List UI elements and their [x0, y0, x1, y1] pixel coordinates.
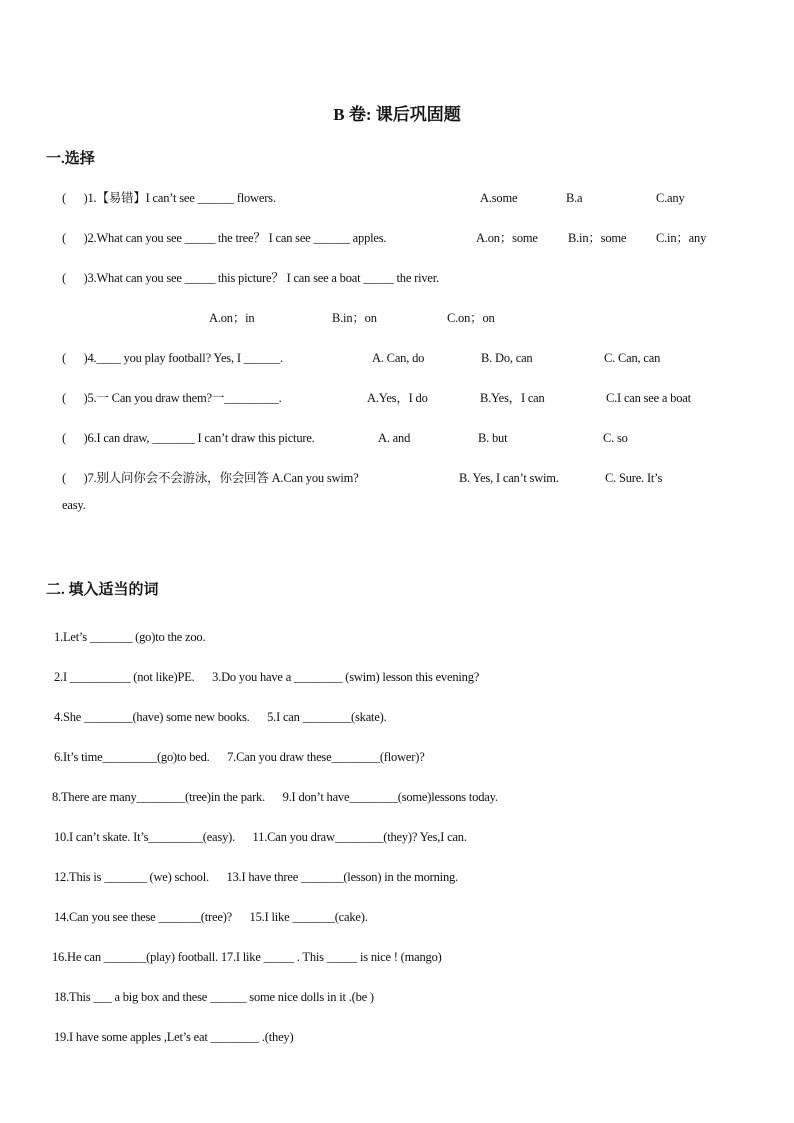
option-b: B. Do, can	[481, 351, 533, 365]
option-a: A. and	[378, 431, 411, 445]
option-c: C.in；any	[656, 231, 707, 245]
fill-line-1: 1.Let’s _______ (go)to the zoo.	[54, 630, 206, 644]
option-a: A.on；some	[476, 231, 538, 245]
option-a: A.on；in	[209, 311, 255, 325]
question-stem: ( )3.What can you see _____ this picture？ I can see a boat _____ the river.	[62, 271, 439, 285]
option-b: B.Yes，I can	[480, 391, 545, 405]
option-c: C. so	[603, 431, 628, 445]
option-b: B.a	[566, 191, 583, 205]
fill-line-11: 19.I have some apples ,Let’s eat ________ .(they)	[54, 1030, 294, 1044]
option-c: C. Sure. It’s	[605, 471, 663, 485]
question-stem: ( )2.What can you see _____ the tree？ I can see ______ apples.	[62, 231, 387, 245]
fill-line-8: 14.Can you see these _______(tree)? 15.I like _______(cake).	[54, 910, 368, 924]
option-a: A.Yes，I do	[367, 391, 428, 405]
question-stem: ( )1.【易错】I can’t see ______ flowers.	[62, 191, 276, 205]
option-b: B.in；some	[568, 231, 627, 245]
question-stem: ( )7.别人问你会不会游泳，你会回答 A.Can you swim?	[62, 471, 359, 485]
page-title: B 卷: 课后巩固题	[333, 105, 461, 124]
option-a: A.some	[480, 191, 518, 205]
option-b: B. Yes, I can’t swim.	[459, 471, 559, 485]
fill-line-10: 18.This ___ a big box and these ______ some nice dolls in it .(be )	[54, 990, 374, 1004]
question-stem: ( )6.I can draw, _______ I can’t draw this picture.	[62, 431, 315, 445]
option-a: A. Can, do	[372, 351, 425, 365]
question-stem: ( )4.____ you play football? Yes, I ______.	[62, 351, 283, 365]
fill-line-5: 8.There are many________(tree)in the park. 9.I don’t have________(some)lessons today.	[52, 790, 498, 804]
section-heading-choice: 一.选择	[46, 151, 95, 167]
fill-line-6: 10.I can’t skate. It’s_________(easy). 11.Can you draw________(they)? Yes,I can.	[54, 830, 467, 844]
option-b: B. but	[478, 431, 508, 445]
option-c-continued: easy.	[62, 498, 86, 512]
option-b: B.in；on	[332, 311, 377, 325]
fill-line-7: 12.This is _______ (we) school. 13.I have three _______(lesson) in the morning.	[54, 870, 458, 884]
option-c: C.I can see a boat	[606, 391, 691, 405]
question-stem: ( )5.一 Can you draw them?一_________.	[62, 391, 282, 405]
option-c: C. Can, can	[604, 351, 661, 365]
option-c: C.on；on	[447, 311, 495, 325]
fill-line-9: 16.He can _______(play) football. 17.I like _____ . This _____ is nice ! (mango)	[52, 950, 442, 964]
fill-line-4: 6.It’s time_________(go)to bed. 7.Can you draw these________(flower)?	[54, 750, 425, 764]
section-heading-fill-in: 二. 填入适当的词	[46, 582, 159, 598]
fill-line-2: 2.I __________ (not like)PE. 3.Do you have a ________ (swim) lesson this evening?	[54, 670, 480, 684]
fill-line-3: 4.She ________(have) some new books. 5.I can ________(skate).	[54, 710, 387, 724]
option-c: C.any	[656, 191, 685, 205]
